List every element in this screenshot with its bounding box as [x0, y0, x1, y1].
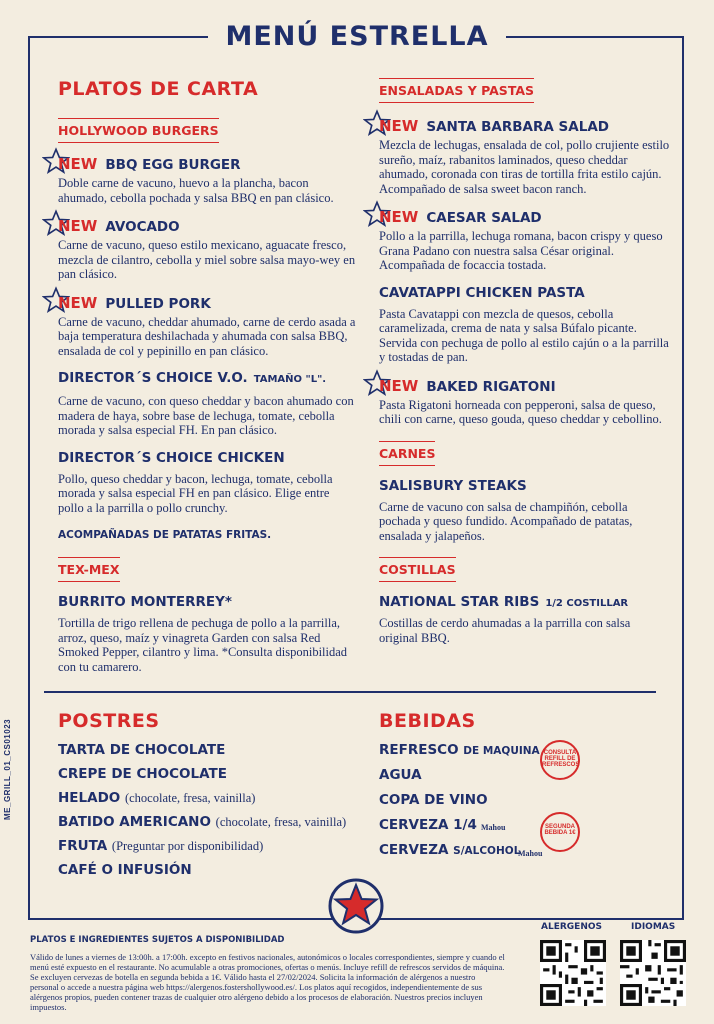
item-desc: Costillas de cerdo ahumadas a la parrilla con salsa original BBQ. — [379, 616, 631, 645]
left-column — [58, 78, 358, 674]
menu-item — [379, 478, 671, 544]
section-divider — [44, 691, 656, 693]
menu-item — [58, 370, 358, 438]
menu-item — [379, 285, 671, 365]
menu-item — [379, 117, 671, 196]
menu-item — [379, 208, 671, 273]
item-name: SANTA BARBARA SALAD — [426, 119, 609, 135]
costillas-subheading: COSTILLAS — [379, 557, 456, 582]
menu-code: ME_GRILL_01_CS01023 — [3, 718, 12, 820]
size-label: 1/2 COSTILLAR — [545, 598, 629, 609]
item-name: BBQ EGG BURGER — [105, 157, 241, 173]
list-item: HELADO (chocolate, fresa, vainilla) — [58, 790, 256, 806]
size-label: TAMAÑO "L". — [253, 374, 327, 385]
postres-heading: POSTRES — [58, 710, 160, 732]
qr-code-languages[interactable] — [620, 940, 686, 1006]
menu-item — [58, 594, 358, 674]
item-desc: Mezcla de lechugas, ensalada de col, pollo crujiente estilo sureño, maíz, rabanitos laminados, queso cheddar ahumado, coronada con tiras de tortilla frita estilo cajún. Acompañado de salsa sweet bacon ranch. — [379, 138, 670, 196]
right-column — [379, 78, 671, 645]
texmex-subheading: TEX-MEX — [58, 557, 120, 582]
new-badge: NEW — [58, 155, 98, 173]
second-drink-stamp: SEGUNDA BEBIDA 1€ — [540, 812, 580, 852]
bebidas-section — [379, 710, 659, 867]
new-badge: NEW — [379, 117, 419, 135]
brand-star-icon — [328, 878, 384, 934]
item-name: CAESAR SALAD — [426, 210, 542, 226]
menu-item — [58, 217, 358, 282]
item-name: DIRECTOR´S CHOICE CHICKEN — [58, 449, 285, 466]
menu-item — [58, 155, 358, 205]
new-badge: NEW — [379, 376, 419, 395]
item-name: AVOCADO — [105, 219, 180, 235]
bebidas-heading: BEBIDAS — [379, 710, 476, 732]
menu-item — [379, 377, 671, 427]
burgers-note: ACOMPAÑADAS DE PATATAS FRITAS. — [58, 529, 272, 541]
carnes-subheading: CARNES — [379, 441, 435, 466]
item-desc: Carne de vacuno con salsa de champiñón, cebolla pochada y queso fundido. Acompañado de patatas, ensalada y jalapeños. — [379, 499, 633, 543]
item-desc: Pasta Cavatappi con mezcla de quesos, cebolla caramelizada, crema de nata y salsa Búfalo picante. Servida con pechuga de pollo al estilo cajún o a la parrilla y tostadas de pan. — [379, 306, 669, 364]
item-name: CAVATAPPI CHICKEN PASTA — [379, 284, 585, 301]
footer-title: PLATOS E INGREDIENTES SUJETOS A DISPONIBILIDAD — [30, 935, 285, 945]
item-name: BAKED RIGATONI — [426, 378, 556, 395]
list-item: CERVEZA S/ALCOHOL — [379, 842, 521, 858]
list-item: COPA DE VINO — [379, 792, 488, 808]
mahou-logo: Mahou — [518, 849, 543, 858]
item-desc: Tortilla de trigo rellena de pechuga de pollo a la parrilla, arroz, queso, maíz y vinagreta Garden con salsa Red Smoked Pepper, cilantro y lima. *Consulta disponibilidad con tu camarero. — [58, 616, 348, 674]
refill-stamp: CONSULTA REFILL DE REFRESCOS — [540, 740, 580, 780]
qr-code-allergens[interactable] — [540, 940, 606, 1006]
new-badge: NEW — [58, 217, 98, 235]
list-item: CERVEZA 1/4 — [379, 817, 477, 833]
item-name: NATIONAL STAR RIBS — [379, 594, 540, 610]
item-desc: Carne de vacuno, queso estilo mexicano, aguacate fresco, mezcla de cilantro, cebolla y miel sobre salsa mayo-wey en pan clásico. — [58, 238, 356, 281]
list-item: FRUTA (Preguntar por disponibilidad) — [58, 838, 264, 854]
list-item: AGUA — [379, 767, 422, 783]
page-title: MENÚ ESTRELLA — [225, 21, 489, 52]
list-item: BATIDO AMERICANO (chocolate, fresa, vainilla) — [58, 814, 347, 830]
title-band — [208, 18, 506, 56]
item-desc: Pollo, queso cheddar y bacon, lechuga, tomate, cebolla morada y salsa especial FH en pan clásico. Elige entre pollo a la parrilla o pollo crunchy. — [58, 471, 333, 515]
footer-text: Válido de lunes a viernes de 13:00h. a 17:00h. excepto en festivos nacionales, autonómicos o locales correspondientes, siempre y cuando el menú esté expuesto en el restaurante. No acumulable a otras promociones, ofertas o menús. Incluye refill de refrescos servidos de máquina. Se excluyen cervezas de botella en segunda bebida a 1€. Válido hasta el 27/02/2024. Solicita la información de alérgenos a nuestro personal o accede a nuestra página web https://alergenos.fostershollywood.es/. Los platos aquí recogidos, independientemente de sus alérgenos propios, pueden contener trazas de cualquier otro alérgeno debido a los procesos de elaboración. Nuestros precios incluyen impuestos. — [30, 952, 505, 1012]
item-desc: Pollo a la parrilla, lechuga romana, bacon crispy y queso Grana Padano con nuestra salsa César original. Acompañada de focaccia tostada. — [379, 229, 663, 272]
list-item: TARTA DE CHOCOLATE — [58, 742, 226, 758]
list-item: REFRESCO DE MAQUINA — [379, 742, 540, 758]
list-item: CAFÉ O INFUSIÓN — [58, 862, 192, 878]
mahou-logo: Mahou — [481, 823, 506, 832]
item-desc: Pasta Rigatoni horneada con pepperoni, salsa de queso, chili con carne, queso gouda, queso cheddar y cebollino. — [379, 397, 662, 426]
menu-item — [379, 594, 671, 645]
menu-item — [58, 450, 358, 516]
new-badge: NEW — [58, 293, 98, 312]
salads-subheading: ENSALADAS Y PASTAS — [379, 78, 534, 103]
new-badge: NEW — [379, 208, 419, 226]
menu-item — [58, 294, 358, 359]
item-desc: Carne de vacuno, cheddar ahumado, carne de cerdo asada a baja temperatura deshilachada y ahumada con salsa BBQ, ensalada de col y pepinillo en pan clásico. — [58, 314, 356, 358]
item-name: PULLED PORK — [105, 295, 211, 312]
list-item: CREPE DE CHOCOLATE — [58, 766, 227, 782]
item-desc: Carne de vacuno, con queso cheddar y bacon ahumado con madera de haya, sobre base de lechuga, tomate, cebolla morada y salsa especial FH. En pan clásico. — [58, 394, 354, 437]
item-name: SALISBURY STEAKS — [379, 477, 527, 494]
qr-label-languages: IDIOMAS — [631, 922, 676, 932]
qr-label-allergens: ALERGENOS — [541, 922, 602, 932]
burgers-subheading: HOLLYWOOD BURGERS — [58, 118, 219, 143]
postres-section — [58, 710, 358, 886]
platos-heading: PLATOS DE CARTA — [58, 78, 259, 100]
item-name: DIRECTOR´S CHOICE V.O. — [58, 370, 248, 386]
item-name: BURRITO MONTERREY* — [58, 594, 232, 610]
item-desc: Doble carne de vacuno, huevo a la plancha, bacon ahumado, cebolla pochada y salsa BBQ en pan clásico. — [58, 176, 334, 205]
